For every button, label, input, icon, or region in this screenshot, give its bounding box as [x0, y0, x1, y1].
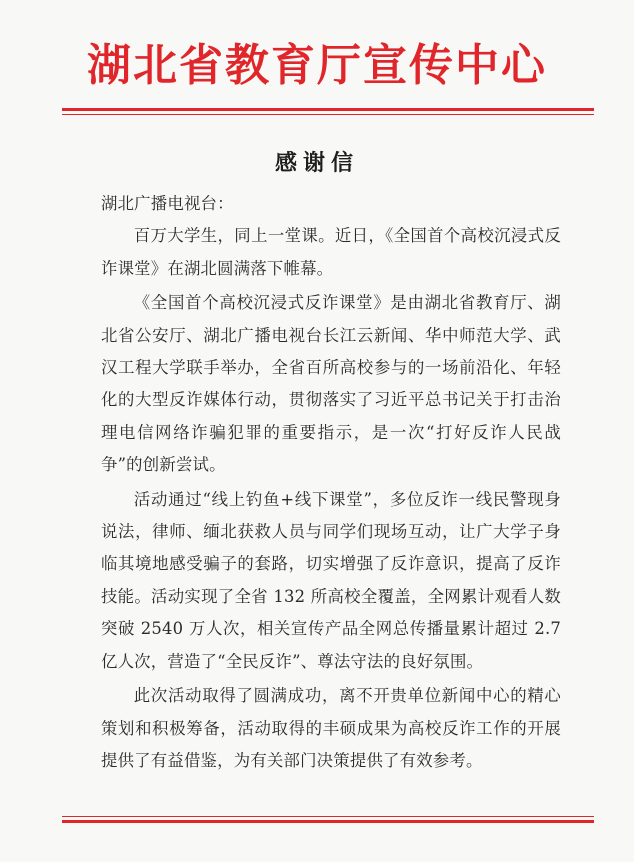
footer-rule-thick: [62, 820, 594, 823]
footer-rule-thin: [62, 816, 594, 817]
header-rule-thin: [62, 114, 594, 115]
letterhead-org-name: 湖北省教育厅宣传中心: [87, 40, 547, 91]
paragraph-2: 《全国首个高校沉浸式反诈课堂》是由湖北省教育厅、湖北省公安厅、湖北广播电视台长江云新闻、华中师范大学、武汉工程大学联手举办，全省百所高校参与的一场前沿化、年轻化的大型反诈媒体行动，贯彻落实了习近平总书记关于打击治理电信网络诈骗犯罪的重要指示，是一次“打好反诈人民战争”的创新尝试。: [101, 293, 561, 475]
letter-title: 感谢信: [274, 150, 359, 176]
paragraph-1: 百万大学生，同上一堂课。近日，《全国首个高校沉浸式反诈课堂》在湖北圆满落下帷幕。: [101, 226, 561, 278]
letter-body: [101, 188, 561, 777]
salutation: 湖北广播电视台：: [101, 194, 234, 213]
paragraph-4: 此次活动取得了圆满成功，离不开贵单位新闻中心的精心策划和积极筹备，活动取得的丰硕成果为高校反诈工作的开展提供了有益借鉴，为有关部门决策提供了有效参考。: [101, 686, 561, 770]
paragraph-3: 活动通过“线上钓鱼+线下课堂”，多位反诈一线民警现身说法，律师、缅北获救人员与同学们现场互动，让广大学子身临其境地感受骗子的套路，切实增强了反诈意识，提高了反诈技能。活动实现了全省 132 所高校全覆盖，全网累计观看人数突破 2540 万人次，相关宣传产品全网总传播量累计超过 2.7 亿人次，营造了“全民反诈”、尊法守法的良好氛围。: [101, 489, 561, 671]
header-rule-thick: [62, 108, 594, 111]
